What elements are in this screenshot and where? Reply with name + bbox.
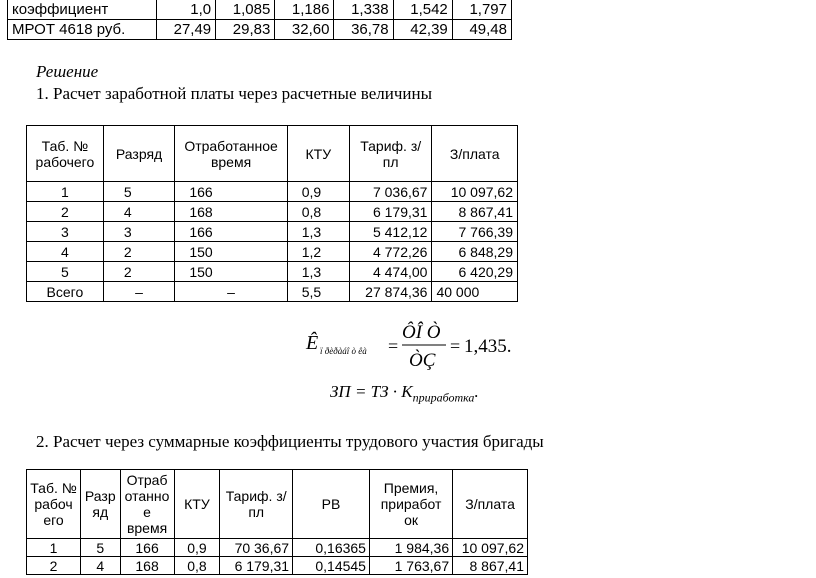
solution-heading: Решение (36, 62, 99, 81)
coefficient-cell: 1,338 (334, 0, 393, 20)
table-cell: 8 867,41 (453, 557, 528, 575)
column-header: РВ (293, 470, 370, 539)
table-cell: 40 000 (432, 282, 518, 302)
table-cell: 0,8 (174, 557, 220, 575)
table-cell: 4 772,26 (349, 242, 432, 262)
table-cell: 4 (103, 202, 175, 222)
formula-result: 1,435. (464, 336, 512, 357)
table-cell: 10 097,62 (432, 182, 518, 202)
table-cell: – (175, 282, 287, 302)
coefficient-cell: 36,78 (334, 20, 393, 40)
table-cell: 5 (27, 262, 104, 282)
coefficient-table-body (8, 0, 512, 40)
table-cell: 70 36,67 (220, 539, 293, 557)
table-cell: – (103, 282, 175, 302)
coefficient-cell: 42,39 (393, 20, 452, 40)
formula-denominator: ÒÇ (409, 350, 436, 371)
table-row (27, 539, 528, 557)
formula-numerator: ÔÎ Ò (402, 322, 441, 343)
table-cell: 1 984,36 (369, 539, 452, 557)
table-row (27, 557, 528, 575)
table-cell: 1,3 (287, 262, 349, 282)
salary-table-2-header (27, 470, 528, 539)
formula-lhs: Ê (306, 332, 319, 354)
coefficient-cell: 1,085 (216, 0, 275, 20)
table-cell: 8 867,41 (432, 202, 518, 222)
salary-table-1-body (27, 182, 518, 302)
column-header: Тариф. з/пл (349, 126, 432, 182)
table-row (27, 282, 518, 302)
column-header: Отработанное время (175, 126, 287, 182)
formula-equals-2: = (450, 336, 461, 356)
table-cell: 4 (27, 242, 104, 262)
formula-coefficient (304, 316, 524, 372)
table-cell: 5 (81, 539, 120, 557)
table-cell: 168 (175, 202, 287, 222)
formula-salary (330, 382, 479, 405)
table-cell: 3 (27, 222, 104, 242)
table-row (27, 222, 518, 242)
coefficient-cell: 1,0 (157, 0, 216, 20)
column-header: Разряд (103, 126, 175, 182)
column-header: З/плата (432, 126, 518, 182)
table-cell: 6 179,31 (220, 557, 293, 575)
column-header: Таб. № рабоч его (27, 470, 81, 539)
column-header: З/плата (453, 470, 528, 539)
coefficient-cell: 27,49 (157, 20, 216, 40)
table-cell: 5 412,12 (349, 222, 432, 242)
table-cell: 1 (27, 539, 81, 557)
salary-table-1-header (27, 126, 518, 182)
column-header: КТУ (174, 470, 220, 539)
table-cell: 0,9 (174, 539, 220, 557)
column-header: КТУ (287, 126, 349, 182)
coefficient-cell: 1,542 (393, 0, 452, 20)
table-row (27, 262, 518, 282)
table-cell: 6 848,29 (432, 242, 518, 262)
coefficient-cell: 1,797 (452, 0, 511, 20)
coefficient-cell: 29,83 (216, 20, 275, 40)
salary-table-2-body (27, 539, 528, 575)
table-cell: 4 (81, 557, 120, 575)
salary-table-2 (26, 469, 528, 575)
table-cell: 168 (120, 557, 174, 575)
row-label: МРОТ 4618 руб. (8, 20, 157, 40)
table-cell: 27 874,36 (349, 282, 432, 302)
table-cell: 1 (27, 182, 104, 202)
table-cell: Всего (27, 282, 104, 302)
table-cell: 1,2 (287, 242, 349, 262)
table-row (27, 202, 518, 222)
table-cell: 7 036,67 (349, 182, 432, 202)
column-header: Отраб отанно е время (120, 470, 174, 539)
coefficient-cell: 32,60 (275, 20, 334, 40)
table-cell: 166 (175, 182, 287, 202)
column-header: Таб. № рабочего (27, 126, 104, 182)
table-cell: 1,3 (287, 222, 349, 242)
table-cell: 7 766,39 (432, 222, 518, 242)
coefficient-cell: 1,186 (275, 0, 334, 20)
coefficient-row (8, 0, 512, 20)
table-cell: 2 (103, 262, 175, 282)
table-row (27, 182, 518, 202)
formula-lhs-subscript: ï ðèðàáî ò êà (320, 346, 367, 356)
table-row (27, 242, 518, 262)
formula-salary-subscript: приработка (412, 390, 475, 405)
table-cell: 0,8 (287, 202, 349, 222)
table-cell: 2 (27, 557, 81, 575)
table-cell: 4 474,00 (349, 262, 432, 282)
formula-salary-main: ЗП = ТЗ · К (330, 382, 413, 401)
table-cell: 6 179,31 (349, 202, 432, 222)
table-cell: 150 (175, 242, 287, 262)
formula-salary-end: . (474, 382, 479, 401)
section-1-title: 1. Расчет заработной платы через расчетные величины (36, 84, 432, 103)
table-cell: 0,16365 (293, 539, 370, 557)
coefficient-table (7, 0, 512, 40)
table-cell: 1 763,67 (369, 557, 452, 575)
salary-table-1 (26, 125, 518, 302)
table-cell: 0,14545 (293, 557, 370, 575)
table-cell: 10 097,62 (453, 539, 528, 557)
table-cell: 166 (175, 222, 287, 242)
coefficient-row (8, 20, 512, 40)
table-cell: 5,5 (287, 282, 349, 302)
column-header: Разр яд (81, 470, 120, 539)
table-cell: 3 (103, 222, 175, 242)
section-2-title: 2. Расчет через суммарные коэффициенты трудового участия бригады (36, 432, 544, 451)
table-cell: 5 (103, 182, 175, 202)
formula-equals: = (388, 336, 399, 356)
table-cell: 0,9 (287, 182, 349, 202)
table-cell: 2 (103, 242, 175, 262)
row-label: коэффициент (8, 0, 157, 20)
table-cell: 6 420,29 (432, 262, 518, 282)
column-header: Тариф. з/пл (220, 470, 293, 539)
coefficient-cell: 49,48 (452, 20, 511, 40)
table-cell: 150 (175, 262, 287, 282)
column-header: Премия, приработ ок (369, 470, 452, 539)
table-cell: 166 (120, 539, 174, 557)
table-cell: 2 (27, 202, 104, 222)
